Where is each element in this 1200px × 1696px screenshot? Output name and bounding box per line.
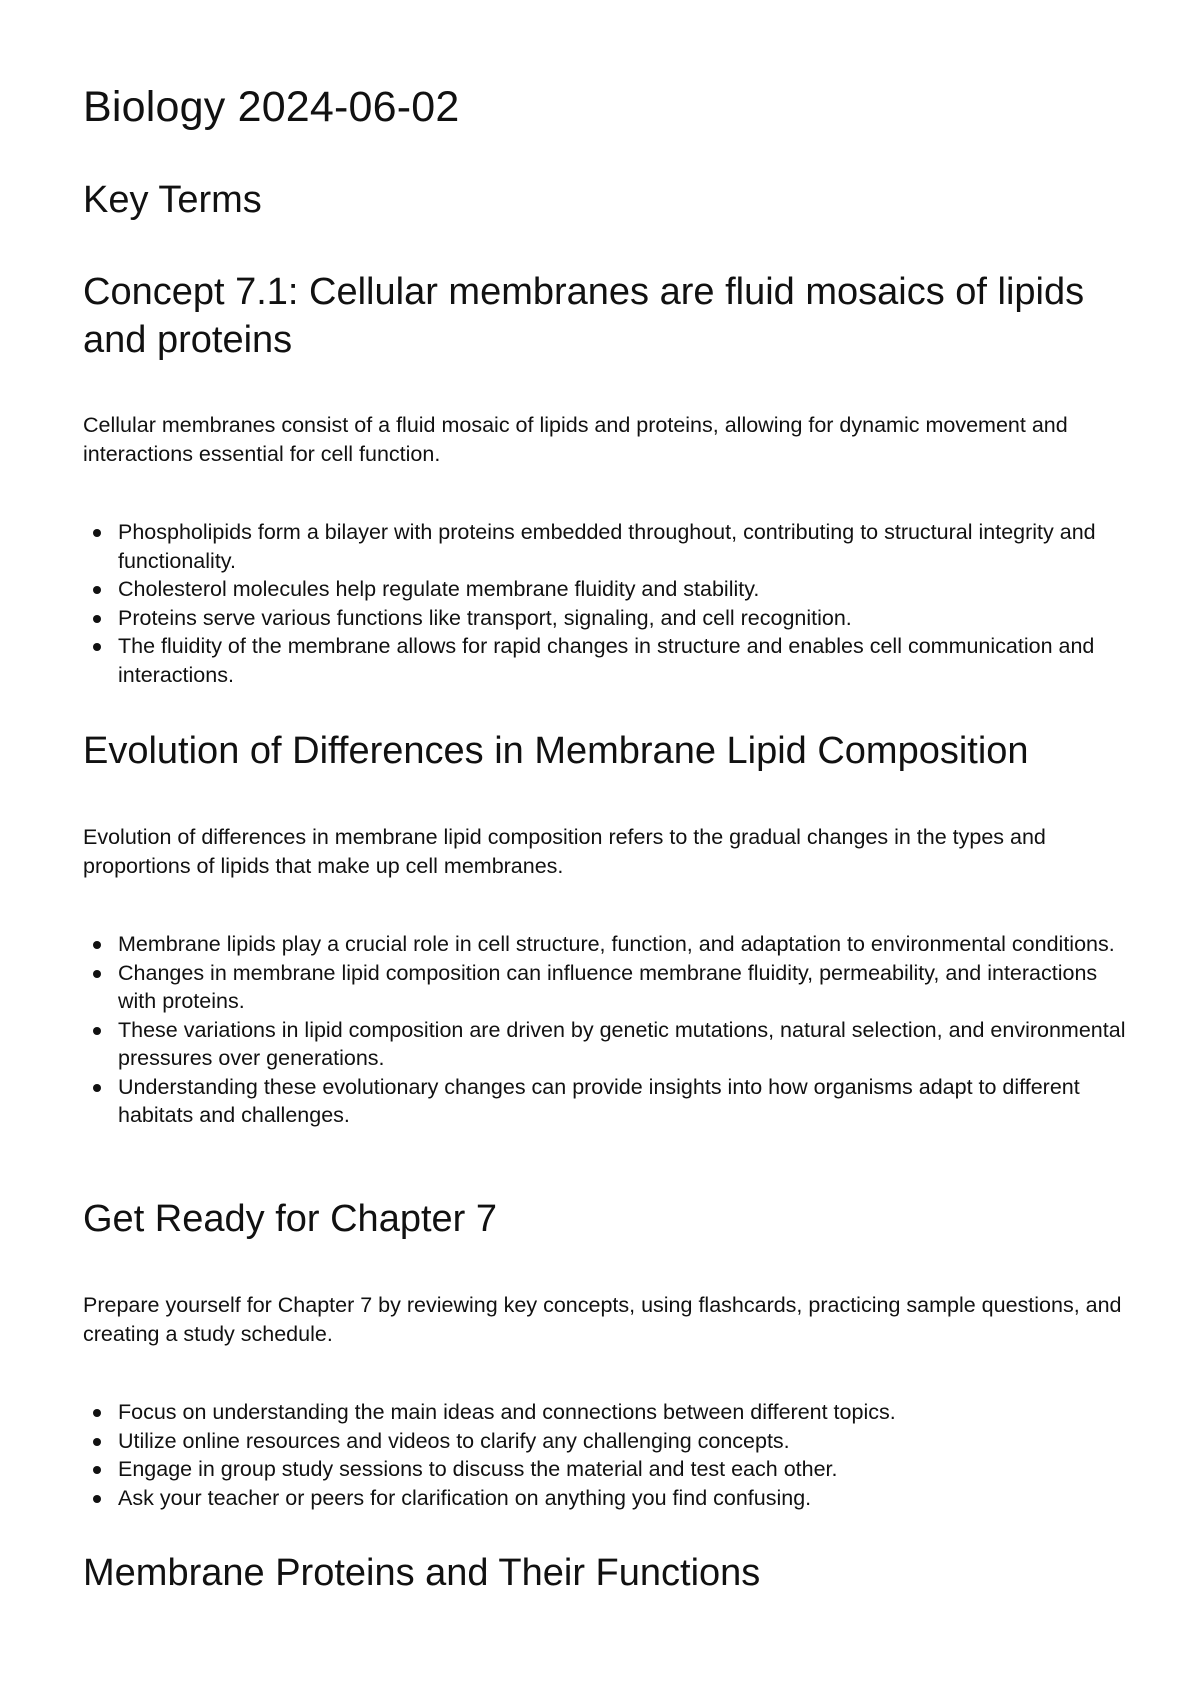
list-item-text: Engage in group study sessions to discuss the material and test each other. [118,1457,838,1481]
list-item-text: The fluidity of the membrane allows for rapid changes in structure and enables cell communication and interactions. [118,634,1095,687]
bullet-icon [93,1084,101,1092]
list-item [83,1016,1133,1073]
list-item [83,1427,1133,1456]
list-item [83,1073,1133,1130]
bullet-icon [93,1466,101,1474]
list-item-text: Ask your teacher or peers for clarification on anything you find confusing. [118,1485,812,1510]
bullet-icon [93,1409,101,1417]
list-item [83,930,1133,959]
bullet-icon [93,1438,101,1446]
list-item [83,604,1133,633]
bullet-list-evolution-lipid-composition [83,930,1133,1130]
list-item [83,1398,1133,1427]
list-item-text: Cholesterol molecules help regulate membrane fluidity and stability. [118,577,760,601]
section-summary-concept-7-1: Cellular membranes consist of a fluid mosaic of lipids and proteins, allowing for dynamic movement and interactions essential for cell function. [83,413,1068,466]
bullet-icon [93,1495,101,1503]
bullet-icon [93,643,101,651]
list-item-text: Understanding these evolutionary changes can provide insights into how organisms adapt to different habitats and challenges. [118,1074,1080,1127]
list-item-text: Focus on understanding the main ideas and connections between different topics. [118,1400,896,1424]
list-item-text: Utilize online resources and videos to clarify any challenging concepts. [118,1428,790,1453]
list-item [83,632,1133,689]
section-heading-concept-7-1: Concept 7.1: Cellular membranes are fluid mosaics of lipids and proteins [83,271,1085,361]
list-item [83,1484,1133,1513]
list-item-text: These variations in lipid composition are driven by genetic mutations, natural selection, and environmental pressures over generations. [118,1017,1126,1070]
section-summary-evolution-lipid-composition: Evolution of differences in membrane lipid composition refers to the gradual changes in the types and proportions of lipids that make up cell membranes. [83,825,1046,878]
section-heading-evolution-lipid-composition: Evolution of Differences in Membrane Lipid Composition [83,730,1029,772]
list-item [83,575,1133,604]
section-summary-get-ready-chapter-7: Prepare yourself for Chapter 7 by reviewing key concepts, using flashcards, practicing sample questions, and creating a study schedule. [83,1293,1122,1346]
list-item-text: Membrane lipids play a crucial role in cell structure, function, and adaptation to environmental conditions. [118,932,1115,956]
bullet-icon [93,615,101,623]
section-heading-membrane-proteins: Membrane Proteins and Their Functions [83,1552,761,1594]
bullet-icon [93,529,101,537]
section-heading-key-terms: Key Terms [83,179,262,221]
bullet-icon [93,1027,101,1035]
section-heading-get-ready-chapter-7: Get Ready for Chapter 7 [83,1198,497,1240]
list-item [83,518,1133,575]
bullet-icon [93,970,101,978]
bullet-list-concept-7-1 [83,518,1133,689]
bullet-list-get-ready-chapter-7 [83,1398,1133,1512]
list-item-text: Phospholipids form a bilayer with proteins embedded throughout, contributing to structural integrity and functionality. [118,520,1096,573]
list-item [83,959,1133,1016]
bullet-icon [93,941,101,949]
list-item-text: Changes in membrane lipid composition can influence membrane fluidity, permeability, and interactions with proteins. [118,960,1098,1013]
list-item-text: Proteins serve various functions like transport, signaling, and cell recognition. [118,605,852,630]
document-title: Biology 2024-06-02 [83,83,460,131]
list-item [83,1455,1133,1484]
bullet-icon [93,586,101,594]
